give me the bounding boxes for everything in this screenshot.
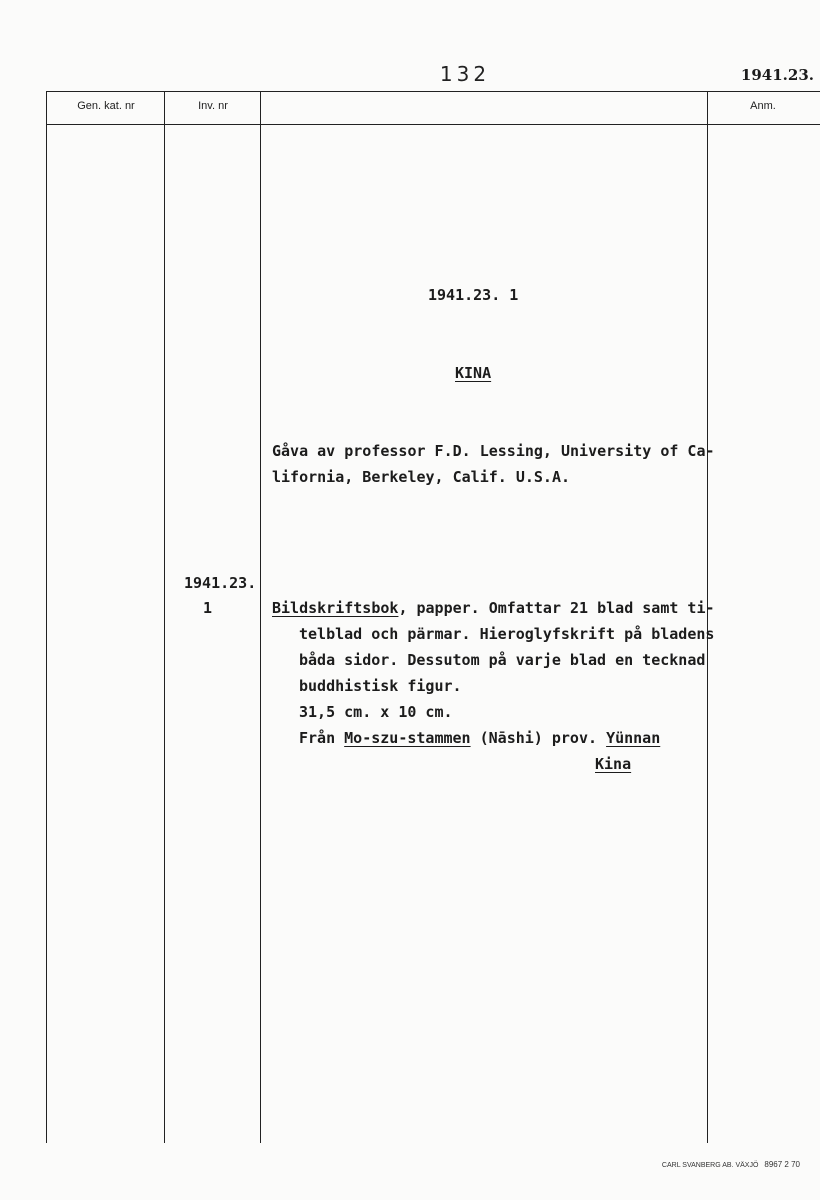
item-dimensions: 31,5 cm. x 10 cm. xyxy=(299,703,453,721)
item-line-4: buddhistisk figur. xyxy=(299,677,462,695)
record-heading: 1941.23. 1 xyxy=(428,286,519,304)
column-rule-inv xyxy=(260,91,261,1143)
printer-name: CARL SVANBERG AB. VÄXJÖ xyxy=(661,1162,759,1169)
column-header-anm: Anm. xyxy=(750,100,776,112)
item-line-3: båda sidor. Dessutom på varje blad en tecknad xyxy=(299,651,706,669)
item-line-1-rest: , papper. Omfattar 21 blad samt ti- xyxy=(398,599,715,617)
origin-tribe: Mo-szu-stammen xyxy=(344,729,471,747)
country-heading: KINA xyxy=(455,364,492,382)
column-header-inv: Inv. nr xyxy=(198,100,228,112)
item-title: Bildskriftsbok xyxy=(272,599,399,617)
item-line-2: telblad och pärmar. Hieroglyfskrift på bladens xyxy=(299,625,715,643)
item-origin xyxy=(299,729,660,747)
column-rule-gen-kat xyxy=(164,91,165,1143)
item-line-1 xyxy=(272,599,715,617)
donor-line-1: Gåva av professor F.D. Lessing, University of Ca- xyxy=(272,442,715,460)
column-header-gen-kat: Gen. kat. nr xyxy=(77,100,135,112)
origin-prefix: Från xyxy=(299,729,345,747)
column-rule-anm xyxy=(707,91,708,1143)
inventory-subnumber: 1 xyxy=(203,599,213,617)
printer-footer xyxy=(662,1160,800,1169)
origin-province: Yünnan xyxy=(606,729,661,747)
header-bottom-rule xyxy=(46,124,820,125)
origin-country: Kina xyxy=(595,755,632,773)
donor-line-2: lifornia, Berkeley, Calif. U.S.A. xyxy=(272,468,571,486)
page-number: 132 xyxy=(439,62,491,86)
header-reference: 1941.23. xyxy=(740,66,814,84)
column-rule-left xyxy=(46,91,47,1143)
header-top-rule xyxy=(46,91,820,92)
form-code: 8967 2 70 xyxy=(764,1160,800,1169)
inventory-number: 1941.23. xyxy=(184,574,257,592)
origin-people: (Nāshi) prov. xyxy=(470,729,607,747)
